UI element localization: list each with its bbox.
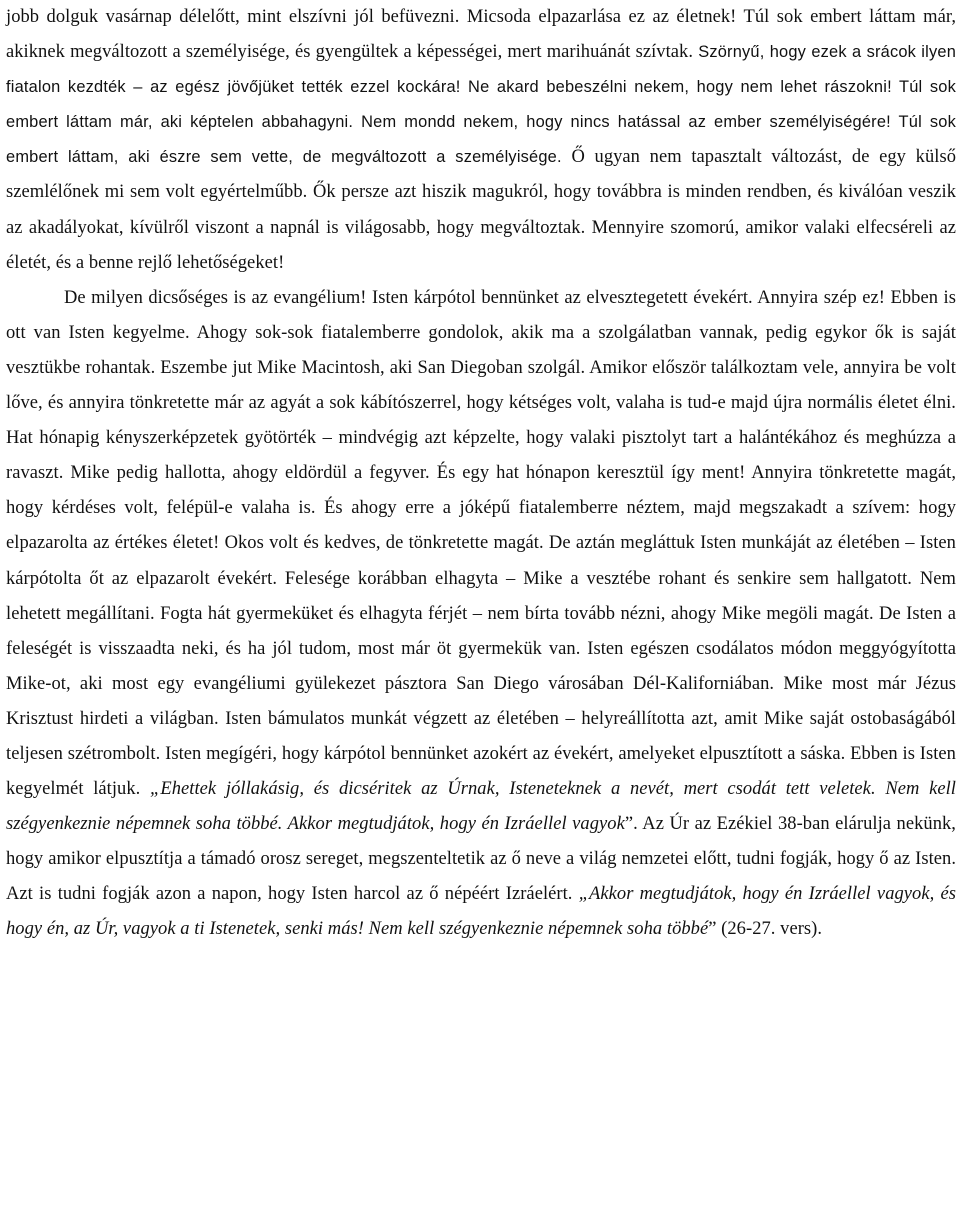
document-page [6, 0, 956, 948]
paragraph-text: ”. Az Úr az Ezékiel 38-ban elárulja nekünk, hogy amikor elpusztítja a támadó orosz sereget, megszenteltetik az ő neve a világ nemzetei előtt, tudni fogják, hogy ő az Isten. Azt is tudni fogják azon a napon, hogy Isten harcol az ő népéért Izráelért. [6, 814, 956, 905]
body-paragraph [6, 281, 956, 948]
paragraph-text: Ő ugyan nem tapasztalt változást, de egy külső szemlélőnek mi sem volt egyértelműbb. Ők persze azt hiszik magukról, hogy továbbra is minden rendben, és kiválóan veszik az akadályokat, kívülről viszont a napnál is világosabb, hogy megváltoztak. Mennyire szomorú, amikor valaki elfecséreli az életét, és a benne rejlő lehetőségeket! [6, 147, 956, 273]
body-paragraph [6, 0, 956, 281]
scripture-quote: „Akkor megtudjátok, hogy én Izráellel vagyok, és hogy én, az Úr, vagyok a ti Istenetek, senki más! Nem kell szégyenkeznie népemnek soha többé [6, 884, 956, 940]
paragraph-text-sans: Szörnyű, hogy ezek a srácok ilyen fiatalon kezdték – az egész jövőjüket tették ezzel kockára! Ne akard bebeszélni nekem, hogy nem lehet rászokni! Túl sok embert láttam már, aki képtelen abbahagyni. Nem mondd nekem, hogy nincs hatással az ember személyiségére! Túl sok embert láttam, aki észre sem vette, de megváltozott a személyisége. [6, 43, 957, 167]
paragraph-text: jobb dolguk vasárnap délelőtt, mint elszívni jól befüvezni. Micsoda elpazarlása ez az életnek! Túl sok embert láttam már, akiknek megváltozott a személyisége, és gyengültek a képességei, mert marihuánát szívtak. [6, 7, 956, 63]
verse-reference: ” (26-27. vers). [708, 919, 823, 940]
paragraph-text: De milyen dicsőséges is az evangélium! Isten kárpótol bennünket az elvesztegetett évekért. Annyira szép ez! Ebben is ott van Isten kegyelme. Ahogy sok-sok fiatalemberre gondolok, akik ma a szolgálatban vannak, pedig egykor ők is saját vesztükbe rohantak. Eszembe jut Mike Macintosh, aki San Diegoban szolgál. Amikor először találkoztam vele, annyira be volt lőve, és annyira tönkretette már az agyát a sok kábítószerrel, hogy kétséges volt, valaha is tud-e majd újra normális életet élni. Hat hónapig kényszerképzetek gyötörték – mindvégig azt képzelte, hogy valaki pisztolyt tart a halántékához és meghúzza a ravaszt. Mike pedig hallotta, ahogy eldördül a fegyver. És egy hat hónapon keresztül így ment! Annyira tönkretette magát, hogy kérdéses volt, felépül-e valaha is. És ahogy erre a jóképű fiatalemberre néztem, majd megszakadt a szívem: hogy elpazarolta az értékes életet! Okos volt és kedves, de tönkretette magát. De aztán megláttuk Isten munkáját az életében – Isten kárpótolta őt az elpazarolt évekért. Felesége korábban elhagyta – Mike a vesztébe rohant és senkire sem hallgatott. Nem lehetett megállítani. Fogta hát gyermeküket és elhagyta férjét – nem bírta tovább nézni, ahogy Mike megöli magát. De Isten a feleségét is visszaadta neki, és ha jól tudom, most már öt gyermekük van. Isten egészen csodálatos módon meggyógyította Mike-ot, aki most egy evangéliumi gyülekezet pásztora San Diego városában Dél-Kaliforniában. Mike most már Jézus Krisztust hirdeti a világban. Isten bámulatos munkát végzett az életében – helyreállította azt, amit Mike saját ostobaságából teljesen szétrombolt. Isten megígéri, hogy kárpótol bennünket azokért az évekért, amelyeket elpusztított a sáska. Ebben is Isten kegyelmét látjuk. [6, 287, 956, 800]
scripture-quote: „Ehettek jóllakásig, és dicséritek az Úrnak, Isteneteknek a nevét, mert csodát tett veletek. Nem kell szégyenkeznie népemnek soha többé. Akkor megtudjátok, hogy én Izráellel vagyok [6, 779, 956, 835]
